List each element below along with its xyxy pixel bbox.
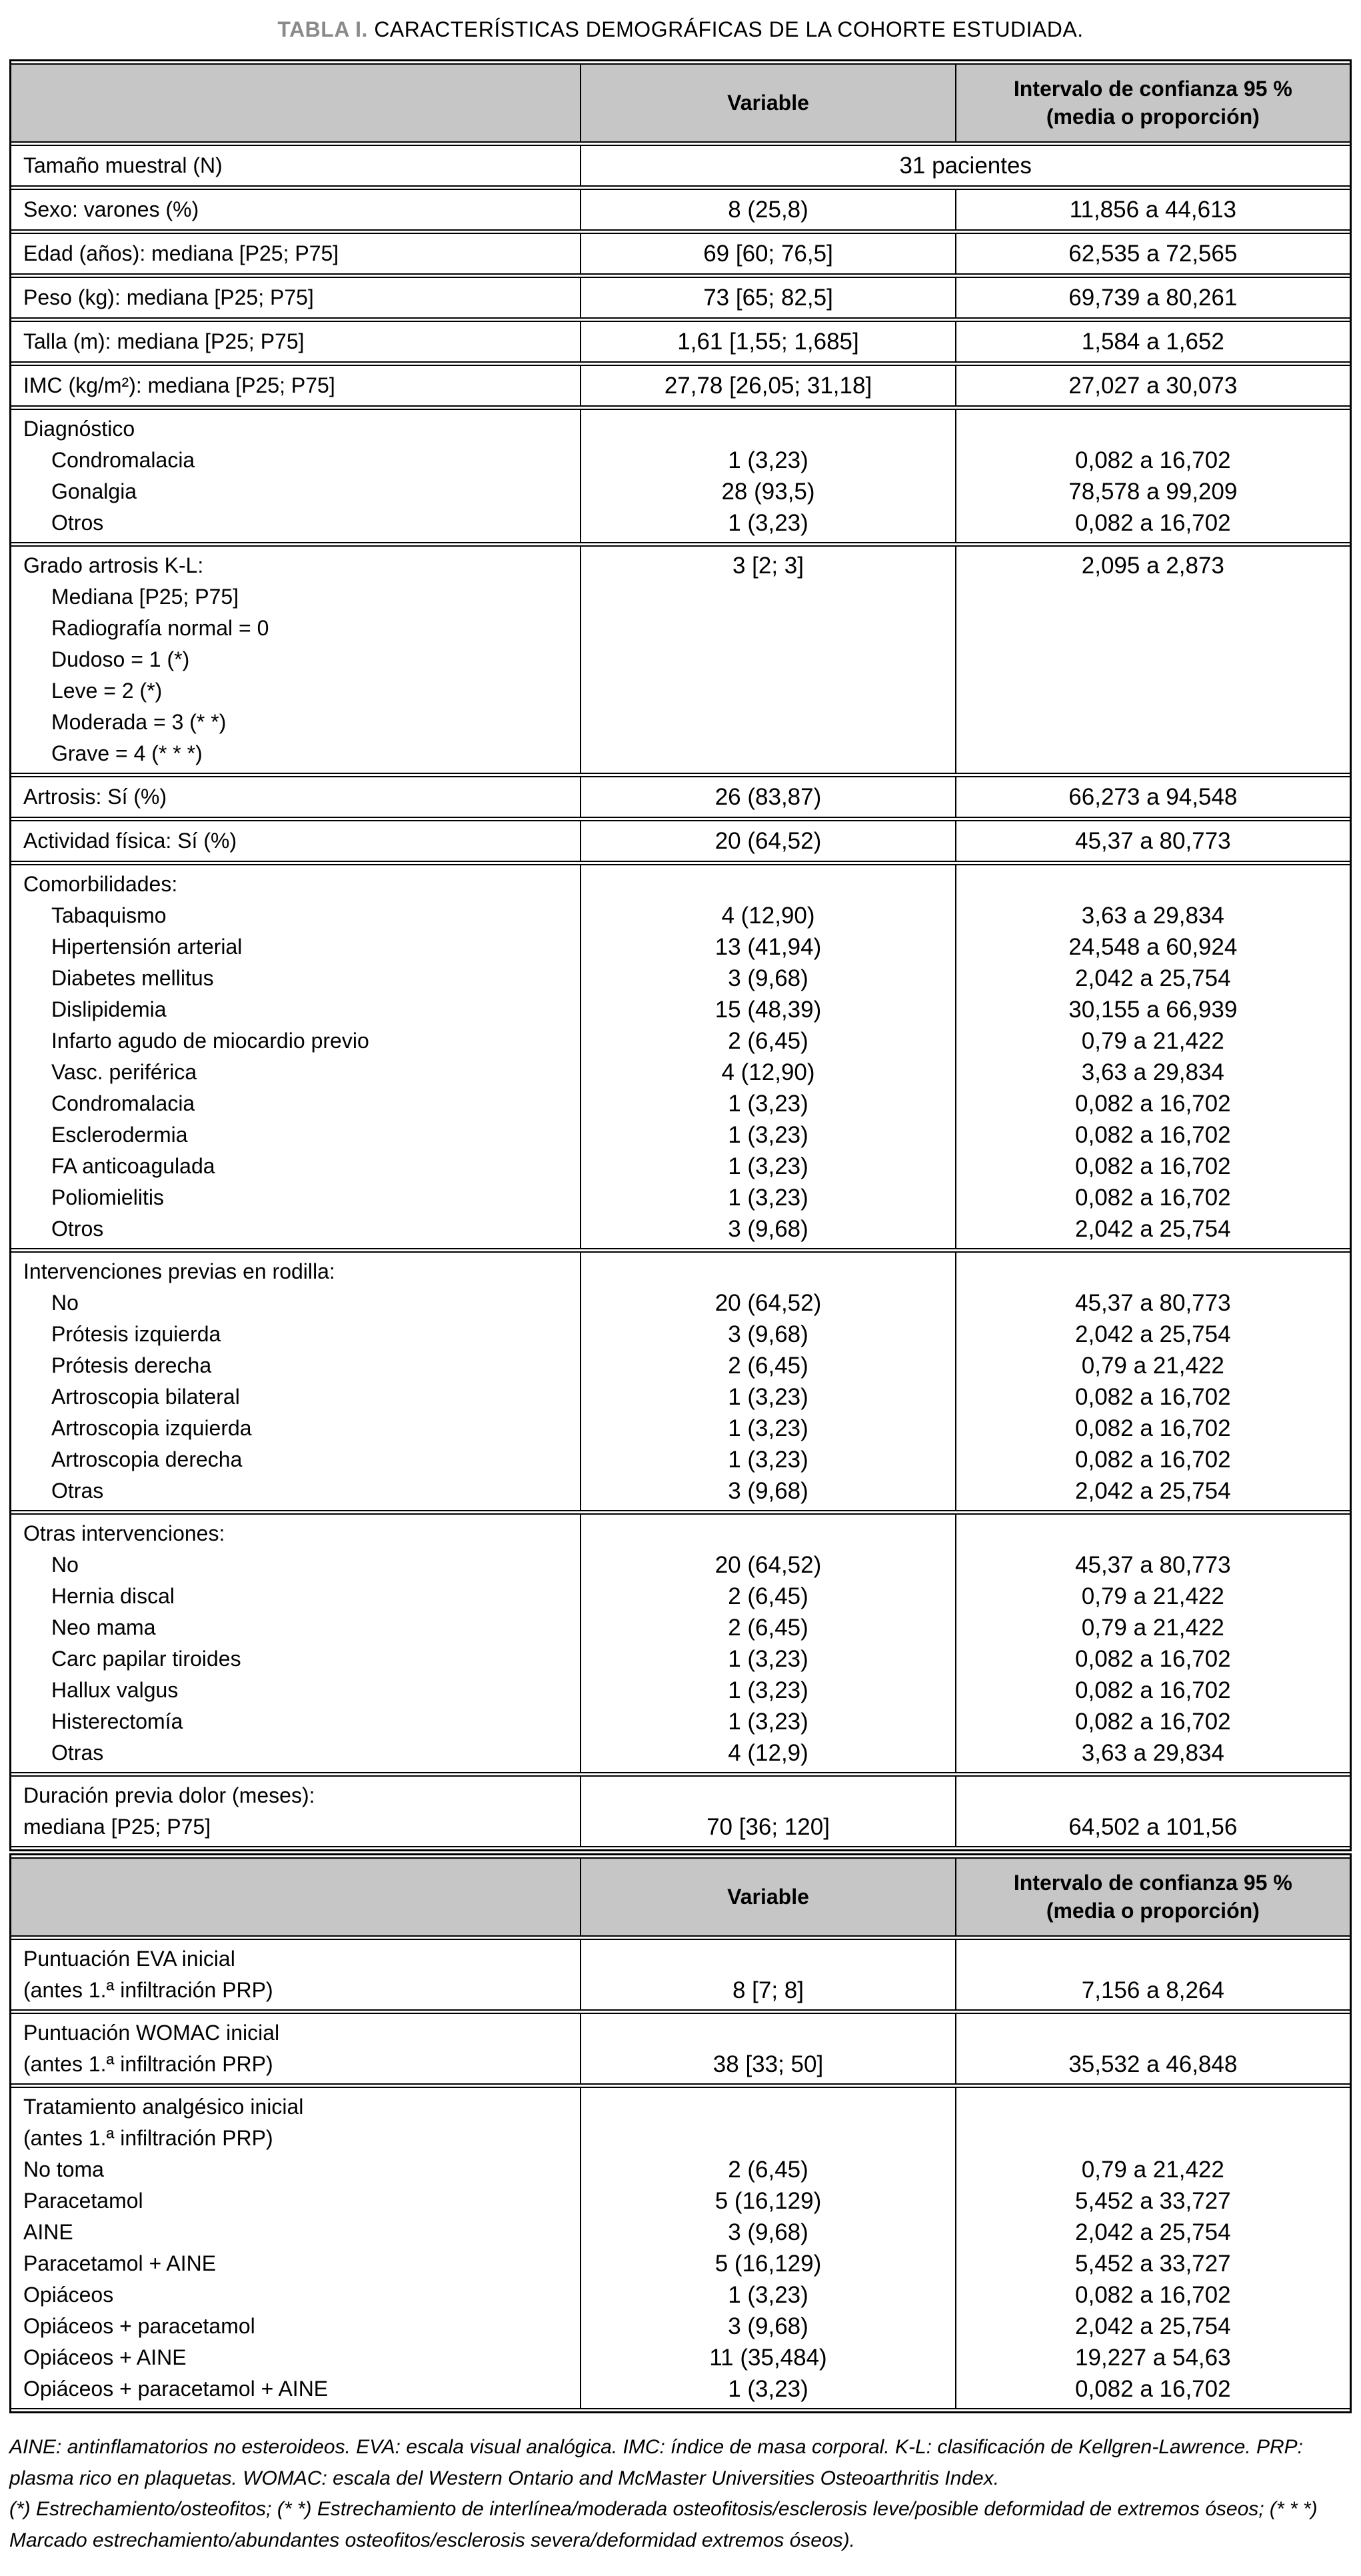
group-item-value: 3 (9,68) [728, 2313, 808, 2340]
group-item-ci: 2,042 a 25,754 [1075, 965, 1231, 992]
group-title: Comorbilidades: [23, 872, 178, 897]
row-value: 20 (64,52) [580, 820, 954, 862]
group-item-label: Hernia discal [51, 1584, 175, 1609]
row-ci: 27,027 a 30,073 [955, 365, 1350, 407]
header-variable: Variable [580, 1857, 954, 1937]
group-item-value: 3 (9,68) [728, 1321, 808, 1348]
group-labels [11, 1251, 580, 1511]
group-item-value: 20 (64,52) [714, 1552, 822, 1579]
group-item-value: 1 (3,23) [728, 1447, 808, 1473]
group-values [580, 1251, 954, 1511]
group-item-ci: 19,227 a 54,63 [1075, 2345, 1231, 2371]
group-item-label: Neo mama [51, 1615, 156, 1640]
group-item-ci: 0,082 a 16,702 [1075, 1091, 1231, 1117]
group-values [580, 409, 954, 543]
row-value: 1,61 [1,55; 1,685] [580, 321, 954, 363]
group-item-label: Artroscopia izquierda [51, 1416, 252, 1441]
group-item-value: 1 (3,23) [728, 1153, 808, 1180]
group-item-ci: 24,548 a 60,924 [1068, 934, 1238, 961]
group-item-label: Infarto agudo de miocardio previo [51, 1029, 369, 1053]
row-label: Edad (años): mediana [P25; P75] [11, 233, 580, 275]
group-labels [11, 2087, 580, 2409]
group-item-value: 1 (3,23) [728, 1646, 808, 1673]
row-label: Talla (m): mediana [P25; P75] [11, 321, 580, 363]
group-item-label: Grave = 4 (* * *) [51, 741, 203, 766]
group-values [580, 1513, 954, 1773]
row-label [11, 1939, 580, 2011]
group-item-ci: 3,63 a 29,834 [1081, 1740, 1224, 1767]
group-item-ci: 0,082 a 16,702 [1075, 510, 1231, 537]
table-row [11, 277, 1350, 319]
group-item-ci: 0,082 a 16,702 [1075, 1185, 1231, 1211]
row-label-line1: Duración previa dolor (meses): [23, 1783, 315, 1808]
table-row-group-intervenciones-rodilla [11, 1251, 1350, 1511]
group-item-label: Paracetamol [23, 2189, 143, 2213]
group-item-ci: 3,63 a 29,834 [1081, 1059, 1224, 1086]
table-row-group-tratamiento-analgesico [11, 2087, 1350, 2409]
group-item-value: 1 (3,23) [728, 1709, 808, 1735]
footnote-abbreviations: AINE: antinflamatorios no esteroideos. EVA: escala visual analógica. IMC: índice de masa corporal. K-L: clasificación de Kellgren-Lawrence. PRP: plasma rico en plaquetas. WOMAC: escala del Western Ontario and McMaster Universities Osteoarthritis Index. [9, 2436, 1303, 2489]
group-item-value: 1 (3,23) [728, 2282, 808, 2309]
group-item-value: 3 (9,68) [728, 1216, 808, 1243]
group-item-label: Tabaquismo [51, 903, 167, 928]
row-value: 70 [36; 120] [580, 1775, 954, 1847]
row-value: 38 [33; 50] [580, 2013, 954, 2085]
group-item-label: No toma [23, 2157, 104, 2182]
group-item-ci: 0,79 a 21,422 [1081, 1583, 1224, 1610]
footnotes [9, 2432, 1352, 2556]
group-item-value: 2 (6,45) [728, 1583, 808, 1610]
group-title-line2: (antes 1.ª infiltración PRP) [23, 2126, 273, 2151]
row-ci: 45,37 a 80,773 [955, 820, 1350, 862]
group-item-value: 4 (12,90) [721, 1059, 815, 1086]
table-row-group-otras-intervenciones [11, 1513, 1350, 1773]
row-value: 8 [7; 8] [580, 1939, 954, 2011]
group-labels [11, 1513, 580, 1773]
group-item-ci: 0,082 a 16,702 [1075, 1153, 1231, 1180]
row-ci: 64,502 a 101,56 [955, 1775, 1350, 1847]
group-item-ci: 45,37 a 80,773 [1075, 1552, 1231, 1579]
group-item-ci: 0,79 a 21,422 [1081, 1028, 1224, 1055]
group-item-value: 2 (6,45) [728, 1028, 808, 1055]
header-ci-line1: Intervalo de confianza 95 % [1013, 77, 1292, 101]
group-title: Diagnóstico [23, 417, 135, 441]
group-values [580, 2087, 954, 2409]
group-cis [955, 545, 1350, 774]
group-labels [11, 545, 580, 774]
group-item-label: Otras [51, 1741, 104, 1765]
group-item-label: Dudoso = 1 (*) [51, 647, 190, 672]
group-item-value: 5 (16,129) [714, 2188, 822, 2215]
group-cis [955, 1251, 1350, 1511]
group-item-label: Condromalacia [51, 448, 195, 473]
table-title-text: CARACTERÍSTICAS DEMOGRÁFICAS DE LA COHORTE ESTUDIADA. [374, 17, 1084, 41]
group-cis [955, 1513, 1350, 1773]
group-item-label: No [51, 1291, 79, 1315]
row-label-line2: (antes 1.ª infiltración PRP) [23, 1978, 273, 2003]
table-row [11, 820, 1350, 862]
header-row [11, 1857, 1350, 1937]
group-item-label: Hipertensión arterial [51, 935, 243, 959]
group-item-ci: 0,082 a 16,702 [1075, 1384, 1231, 1411]
group-item-label: Prótesis derecha [51, 1353, 212, 1378]
group-item-ci: 0,082 a 16,702 [1075, 1646, 1231, 1673]
group-item-value: 3 (9,68) [728, 2219, 808, 2246]
group-item-label: Artroscopia derecha [51, 1447, 243, 1472]
group-item-value: 11 (35,484) [709, 2345, 827, 2371]
group-item-ci: 3,63 a 29,834 [1081, 903, 1224, 929]
group-item-value: 1 (3,23) [728, 1091, 808, 1117]
group-item-ci: 0,082 a 16,702 [1075, 1447, 1231, 1473]
group-item-value: 1 (3,23) [728, 1122, 808, 1149]
group-item-value: 5 (16,129) [714, 2251, 822, 2277]
group-item-value: 1 (3,23) [728, 1185, 808, 1211]
table-number-tag: TABLA I. [277, 17, 368, 41]
group-title: Otras intervenciones: [23, 1521, 225, 1546]
group-labels [11, 409, 580, 543]
table-row [11, 189, 1350, 231]
row-label-line1: Puntuación WOMAC inicial [23, 2021, 280, 2045]
group-item-ci: 0,082 a 16,702 [1075, 1677, 1231, 1704]
table-row-womac-inicial [11, 2013, 1350, 2085]
group-item-label: Histerectomía [51, 1709, 183, 1734]
group-item-value: 1 (3,23) [728, 1677, 808, 1704]
table-row-group-comorbilidades [11, 864, 1350, 1249]
row-value: 27,78 [26,05; 31,18] [580, 365, 954, 407]
group-item-label: Paracetamol + AINE [23, 2251, 217, 2276]
group-title: Grado artrosis K-L: [23, 553, 204, 578]
group-item-value: 20 (64,52) [714, 1290, 822, 1317]
group-item-ci: 0,082 a 16,702 [1075, 1122, 1231, 1149]
group-cis [955, 409, 1350, 543]
group-cis [955, 2087, 1350, 2409]
group-values [580, 864, 954, 1249]
group-item-value: 4 (12,90) [721, 903, 815, 929]
group-item-ci: 0,79 a 21,422 [1081, 1353, 1224, 1379]
group-item-label: FA anticoagulada [51, 1154, 215, 1179]
header-empty-cell [11, 63, 580, 143]
group-item-ci: 2,042 a 25,754 [1075, 1478, 1231, 1505]
table-row [11, 233, 1350, 275]
group-item-ci: 2,042 a 25,754 [1075, 1216, 1231, 1243]
group-item-ci: 0,082 a 16,702 [1075, 2376, 1231, 2403]
group-item-label: Opiáceos + paracetamol [23, 2314, 255, 2339]
group-item-value: 1 (3,23) [728, 510, 808, 537]
group-item-value: 3 [2; 3] [732, 553, 804, 579]
demographics-table-part1 [9, 59, 1352, 1851]
group-item-value: 2 (6,45) [728, 1615, 808, 1641]
row-value: 31 pacientes [580, 145, 1350, 187]
row-ci: 66,273 a 94,548 [955, 776, 1350, 818]
group-item-ci: 5,452 a 33,727 [1075, 2188, 1231, 2215]
group-item-label: Diabetes mellitus [51, 966, 214, 991]
group-item-ci: 0,79 a 21,422 [1081, 2157, 1224, 2183]
group-item-label: Opiáceos + paracetamol + AINE [23, 2377, 329, 2401]
group-item-ci: 2,042 a 25,754 [1075, 1321, 1231, 1348]
footnote-asterisks: (*) Estrechamiento/osteofitos; (* *) Estrechamiento de interlínea/moderada osteofitosis/esclerosis leve/posible deformidad de extremos óseos; (* * *) Marcado estrechamiento/abundantes osteofitos/esclerosis severa/deformidad extremos óseos). [9, 2498, 1318, 2551]
group-item-ci: 0,79 a 21,422 [1081, 1615, 1224, 1641]
row-value: 73 [65; 82,5] [580, 277, 954, 319]
table-row-group-diagnostico [11, 409, 1350, 543]
group-item-ci: 2,095 a 2,873 [1081, 553, 1224, 579]
group-item-ci: 5,452 a 33,727 [1075, 2251, 1231, 2277]
row-label: Tamaño muestral (N) [11, 145, 580, 187]
group-item-value: 3 (9,68) [728, 1478, 808, 1505]
row-value: 26 (83,87) [580, 776, 954, 818]
header-ci-line2: (media o proporción) [1046, 104, 1260, 129]
table-row [11, 365, 1350, 407]
row-ci: 1,584 a 1,652 [955, 321, 1350, 363]
group-cis [955, 864, 1350, 1249]
group-item-ci: 0,082 a 16,702 [1075, 1709, 1231, 1735]
row-label-line1: Puntuación EVA inicial [23, 1947, 235, 1971]
group-item-value: 1 (3,23) [728, 1415, 808, 1442]
row-label: Peso (kg): mediana [P25; P75] [11, 277, 580, 319]
group-item-label: Vasc. periférica [51, 1060, 197, 1085]
group-title: Intervenciones previas en rodilla: [23, 1259, 335, 1284]
group-item-value: 3 (9,68) [728, 965, 808, 992]
group-item-value: 1 (3,23) [728, 447, 808, 474]
group-item-value: 2 (6,45) [728, 2157, 808, 2183]
group-item-ci: 2,042 a 25,754 [1075, 2313, 1231, 2340]
group-item-label: Opiáceos + AINE [23, 2345, 187, 2370]
group-item-ci: 30,155 a 66,939 [1068, 997, 1238, 1023]
row-ci: 35,532 a 46,848 [955, 2013, 1350, 2085]
page-title [9, 17, 1352, 42]
group-values [580, 545, 954, 774]
row-value: 8 (25,8) [580, 189, 954, 231]
group-item-label: Poliomielitis [51, 1185, 164, 1210]
group-item-label: Otros [51, 511, 104, 535]
group-item-value: 28 (93,5) [721, 479, 815, 505]
group-item-ci: 2,042 a 25,754 [1075, 2219, 1231, 2246]
header-confidence-interval [955, 63, 1350, 143]
table-row-duracion-dolor [11, 1775, 1350, 1847]
group-item-label: Gonalgia [51, 479, 137, 504]
row-label: Artrosis: Sí (%) [11, 776, 580, 818]
group-item-label: Moderada = 3 (* *) [51, 710, 227, 735]
row-ci: 7,156 a 8,264 [955, 1939, 1350, 2011]
group-item-value: 4 (12,9) [728, 1740, 808, 1767]
demographics-table-part2 [9, 1853, 1352, 2413]
header-empty-cell [11, 1857, 580, 1937]
group-item-label: Hallux valgus [51, 1678, 179, 1703]
group-item-label: No [51, 1553, 79, 1577]
group-item-value: 13 (41,94) [714, 934, 822, 961]
table-row-group-grado-artrosis [11, 545, 1350, 774]
table-row-eva-inicial [11, 1939, 1350, 2011]
group-item-ci: 78,578 a 99,209 [1068, 479, 1238, 505]
group-item-label: Condromalacia [51, 1091, 195, 1116]
row-label [11, 2013, 580, 2085]
group-item-value: 2 (6,45) [728, 1353, 808, 1379]
group-labels [11, 864, 580, 1249]
group-item-label: Dislipidemia [51, 997, 167, 1022]
group-item-ci: 0,082 a 16,702 [1075, 447, 1231, 474]
group-item-value: 1 (3,23) [728, 1384, 808, 1411]
group-item-ci: 0,082 a 16,702 [1075, 1415, 1231, 1442]
group-item-label: Radiografía normal = 0 [51, 616, 269, 641]
row-label [11, 1775, 580, 1847]
group-item-value: 15 (48,39) [714, 997, 822, 1023]
group-item-label: Esclerodermia [51, 1123, 188, 1147]
group-item-label: Opiáceos [23, 2283, 114, 2307]
group-item-label: Mediana [P25; P75] [51, 585, 239, 609]
group-item-ci: 0,082 a 16,702 [1075, 2282, 1231, 2309]
row-label-line2: (antes 1.ª infiltración PRP) [23, 2052, 273, 2077]
row-ci: 69,739 a 80,261 [955, 277, 1350, 319]
header-ci-line1: Intervalo de confianza 95 % [1013, 1871, 1292, 1895]
header-confidence-interval [955, 1857, 1350, 1937]
header-row [11, 63, 1350, 143]
group-item-label: Prótesis izquierda [51, 1322, 221, 1347]
row-label: Sexo: varones (%) [11, 189, 580, 231]
group-item-label: Otros [51, 1217, 104, 1241]
row-label: Actividad física: Sí (%) [11, 820, 580, 862]
table-row [11, 776, 1350, 818]
group-item-label: Artroscopia bilateral [51, 1385, 240, 1409]
header-ci-line2: (media o proporción) [1046, 1898, 1260, 1923]
group-title: Tratamiento analgésico inicial [23, 2095, 304, 2119]
row-label-line2: mediana [P25; P75] [23, 1815, 211, 1839]
table-row [11, 321, 1350, 363]
header-variable: Variable [580, 63, 954, 143]
row-ci: 11,856 a 44,613 [955, 189, 1350, 231]
group-item-label: AINE [23, 2220, 73, 2245]
row-ci: 62,535 a 72,565 [955, 233, 1350, 275]
group-item-label: Carc papilar tiroides [51, 1647, 241, 1671]
table-row [11, 145, 1350, 187]
group-item-value: 1 (3,23) [728, 2376, 808, 2403]
row-label: IMC (kg/m²): mediana [P25; P75] [11, 365, 580, 407]
row-value: 69 [60; 76,5] [580, 233, 954, 275]
group-item-label: Otras [51, 1479, 104, 1503]
group-item-ci: 45,37 a 80,773 [1075, 1290, 1231, 1317]
group-item-label: Leve = 2 (*) [51, 679, 163, 703]
